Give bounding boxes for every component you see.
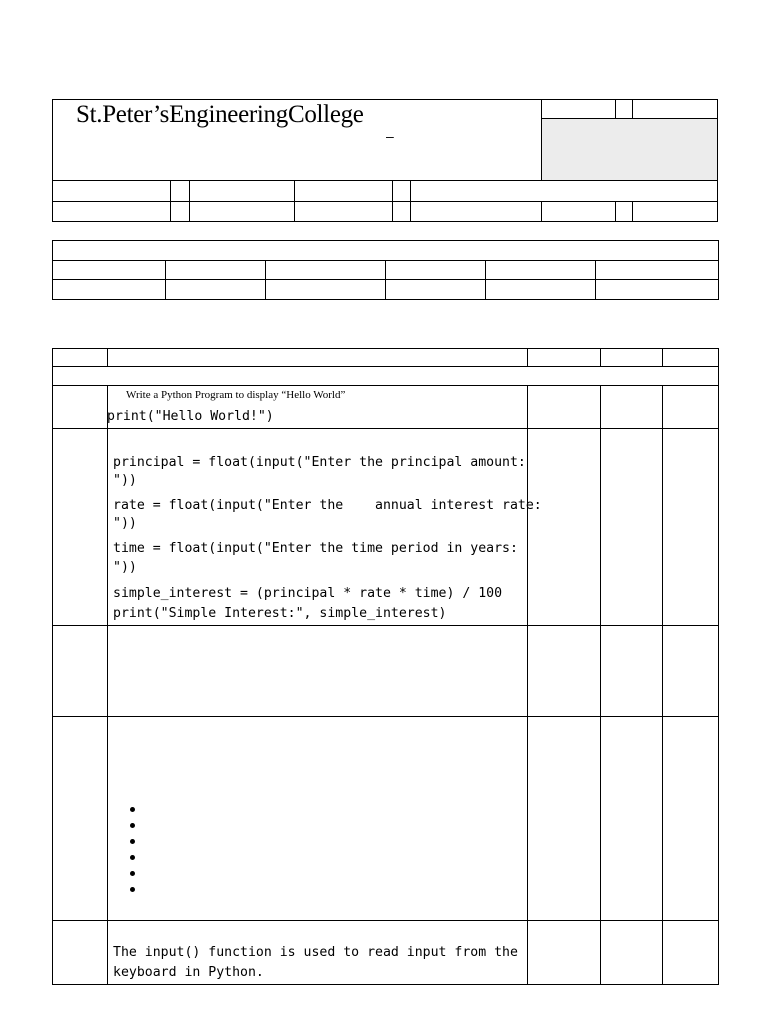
question-2-code-line-1: principal = float(input("Enter the principal amount: [113, 455, 526, 470]
question-5-answer-line-2: keyboard in Python. [113, 965, 264, 980]
question-2-code-line-6: ")) [113, 560, 137, 575]
header-dash: – [386, 128, 394, 144]
question-1-title: Write a Python Program to display “Hello World” [126, 389, 346, 401]
question-2-code-line-8: print("Simple Interest:", simple_interest) [113, 606, 447, 621]
college-name: St.Peter’sEngineeringCollege [76, 101, 364, 128]
question-2-code-line-3: rate = float(input("Enter the annual interest rate: [113, 498, 542, 513]
header-shaded-cell [542, 118, 717, 180]
question-5-answer-line-1: The input() function is used to read input from the [113, 945, 518, 960]
question-2-code-line-7: simple_interest = (principal * rate * time) / 100 [113, 586, 503, 601]
question-2-code-line-2: ")) [113, 473, 137, 488]
question-1-code: print("Hello World!") [107, 409, 274, 424]
question-2-code-line-5: time = float(input("Enter the time period in years: [113, 541, 518, 556]
question-2-code-line-4: ")) [113, 516, 137, 531]
